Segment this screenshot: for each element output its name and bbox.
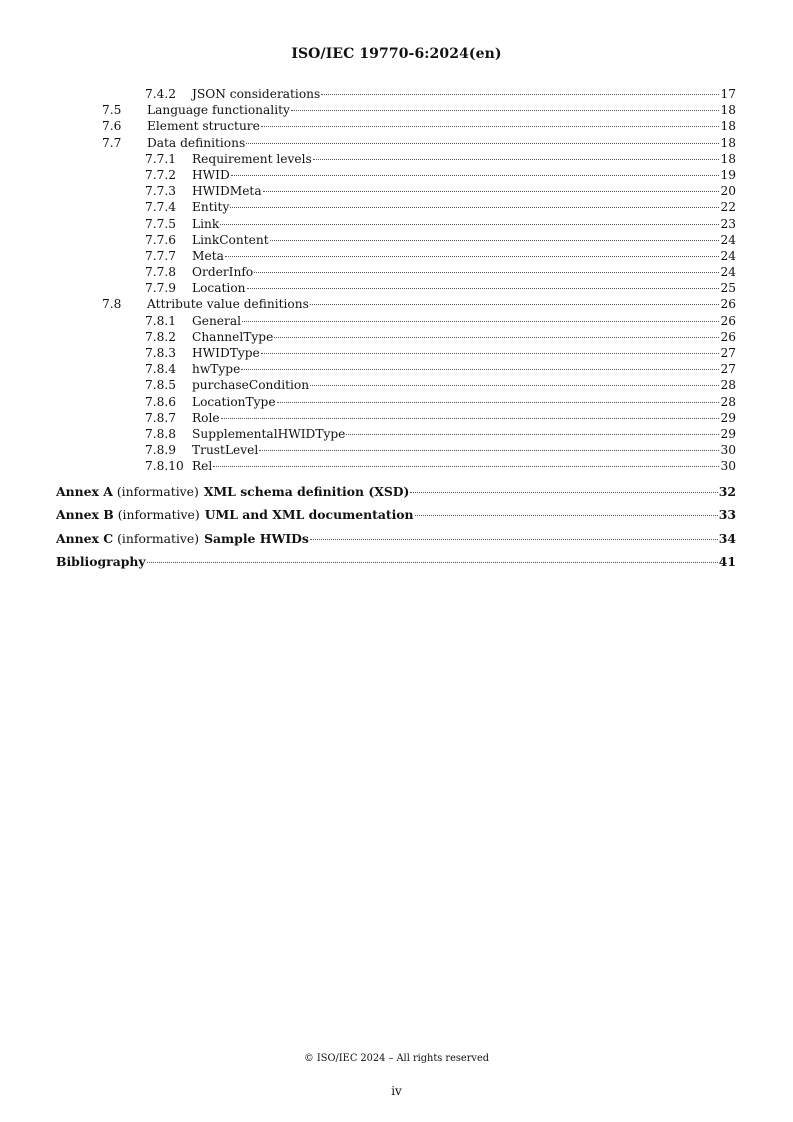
toc-entry[interactable] [56,102,736,118]
toc-entry[interactable] [56,377,736,393]
dot-leader [246,143,719,144]
toc-entry-title: OrderInfo [192,265,254,280]
toc-entry-title: General [192,313,241,328]
annex-label: Annex B [56,507,114,522]
toc-entry-page: 24 [720,248,736,263]
toc-entry-title: Link [192,216,220,231]
annex-label: Annex A [56,483,113,499]
toc-entry-title: LinkContent [192,232,269,247]
toc-entry-title: Language functionality [147,103,290,118]
toc-entry-page: 18 [720,119,736,134]
toc-entry-title: SupplementalHWIDType [192,426,346,441]
toc-entry-title: Data definitions [147,135,246,150]
toc-entry[interactable] [56,313,736,329]
toc-entry[interactable] [56,199,736,215]
toc-entry[interactable] [56,329,736,345]
toc-entry-number: 7.8.3 [145,346,177,360]
dot-leader [259,450,719,451]
dot-leader [321,94,719,95]
toc-entry-page: 30 [720,443,736,458]
annex-title: UML and XML documentation [204,507,414,522]
dot-leader [221,418,720,419]
toc-entry-number: 7.6 [102,119,122,134]
toc-entry-page: 28 [720,378,736,393]
toc-entry-page: 17 [720,87,736,101]
dot-leader [147,562,718,563]
toc-entry-page: 18 [720,135,736,150]
document-header: ISO/IEC 19770-6:2024(en) [291,46,502,62]
dot-leader [274,337,719,338]
annex-page: 34 [718,530,736,546]
dot-leader [310,539,718,540]
toc-annex-entry[interactable] [56,503,736,527]
toc-entry-title: Location [192,281,246,296]
toc-entry-number: 7.7.1 [145,151,177,166]
toc-entry-number: 7.7.8 [145,265,177,280]
annex-page: 32 [718,483,736,499]
toc-entry-title: Requirement levels [192,151,312,166]
annex-note: (informative) [117,530,200,546]
toc-entry-number: 7.7.5 [145,216,177,231]
toc-entry-number: 7.8.2 [145,329,177,344]
toc-annex-entry[interactable] [56,480,736,504]
table-of-contents [56,86,736,574]
toc-entry[interactable] [56,345,736,361]
toc-entry-number: 7.7.2 [145,167,177,182]
dot-leader [242,321,719,322]
toc-entry-number: 7.8.10 [145,459,184,474]
toc-entry-number: 7.8.4 [145,362,177,377]
toc-entry[interactable] [56,167,736,183]
toc-entry[interactable] [56,394,736,410]
toc-entry[interactable] [56,442,736,458]
dot-leader [270,240,720,241]
dot-leader [230,207,719,208]
toc-entry-title: TrustLevel [192,443,259,458]
toc-entry[interactable] [56,296,736,312]
annex-page: 33 [718,507,736,522]
toc-entry-page: 27 [720,346,736,360]
dot-leader [313,159,720,160]
annex-note: (informative) [117,507,200,522]
toc-entry-number: 7.8 [102,297,122,312]
toc-entry-title: HWIDMeta [192,184,262,199]
annex-label: Annex C [56,530,114,546]
toc-entry[interactable] [56,361,736,377]
toc-entry-title: Rel [192,459,213,474]
toc-entry-page: 20 [720,184,736,199]
toc-entry-page: 24 [720,232,736,247]
toc-entry[interactable] [56,151,736,167]
toc-entry-number: 7.7.4 [145,200,177,215]
dot-leader [213,466,719,467]
toc-entry-page: 29 [720,426,736,441]
toc-entry-number: 7.8.1 [145,313,177,328]
toc-entry-number: 7.8.8 [145,426,177,441]
toc-entry-number: 7.7.6 [145,232,177,247]
toc-entry-number: 7.7.3 [145,184,177,199]
toc-entry[interactable] [56,264,736,280]
annex-title: XML schema definition (XSD) [203,483,410,499]
dot-leader [310,304,720,305]
toc-entry-title: Meta [192,248,224,263]
toc-entry-page: 19 [720,167,736,182]
toc-entry-title: Element structure [147,119,260,134]
toc-entry[interactable] [56,410,736,426]
bibliography-title: Bibliography [56,554,146,569]
toc-entry-title: LocationType [192,394,276,409]
toc-entry-page: 23 [720,216,736,231]
dot-leader [263,191,720,192]
dot-leader [410,492,717,493]
toc-entry-page: 18 [720,103,736,118]
toc-entry-page: 26 [720,297,736,312]
toc-entry[interactable] [56,135,736,151]
toc-entry-title: HWID [192,167,230,182]
toc-entry[interactable] [56,216,736,232]
toc-entry-page: 26 [720,329,736,344]
toc-entry-number: 7.7.9 [145,281,177,296]
toc-entry-page: 27 [720,362,736,377]
dot-leader [415,515,718,516]
toc-entry-number: 7.7 [102,135,122,150]
toc-entry-page: 18 [720,151,736,166]
toc-entry-number: 7.8.6 [145,394,177,409]
toc-entry-title: HWIDType [192,346,260,360]
bibliography-page: 41 [718,554,736,569]
dot-leader [261,126,720,127]
toc-entry-title: Role [192,410,220,425]
dot-leader [247,288,720,289]
dot-leader [241,369,719,370]
toc-entry[interactable] [56,118,736,134]
toc-entry[interactable] [56,232,736,248]
dot-leader [225,256,720,257]
toc-entry[interactable] [56,458,736,474]
toc-entry-title: hwType [192,362,241,377]
toc-entry-number: 7.5 [102,103,122,118]
dot-leader [291,110,720,111]
toc-entry-title: ChannelType [192,329,274,344]
dot-leader [277,402,720,403]
toc-entry-number: 7.8.9 [145,443,177,458]
dot-leader [310,385,719,386]
annex-note: (informative) [116,483,199,499]
copyright-notice: © ISO/IEC 2024 – All rights reserved [303,1053,490,1064]
toc-entry-page: 26 [720,313,736,328]
toc-entry[interactable] [56,280,736,296]
toc-annex-entry[interactable] [56,527,736,551]
toc-entry[interactable] [56,183,736,199]
toc-entry-number: 7.4.2 [145,87,177,101]
toc-entry[interactable] [56,248,736,264]
toc-entry-page: 24 [720,265,736,280]
toc-entry-number: 7.7.7 [145,248,177,263]
dot-leader [220,224,719,225]
toc-entry-title: Attribute value definitions [147,297,309,312]
toc-entry-page: 28 [720,394,736,409]
toc-entry-title: JSON considerations [192,87,321,101]
dot-leader [254,272,719,273]
toc-entry-number: 7.8.5 [145,378,177,393]
toc-entry-title: Entity [192,200,230,215]
toc-entry-title: purchaseCondition [192,378,310,393]
page-number: iv [391,1084,402,1098]
toc-entry-page: 22 [720,200,736,215]
toc-entry-page: 25 [720,281,736,296]
dot-leader [346,434,719,435]
toc-entry-page: 30 [720,459,736,474]
toc-entry-number: 7.8.7 [145,410,177,425]
toc-entry[interactable] [56,86,736,102]
toc-bibliography-entry[interactable] [56,550,736,574]
toc-entry[interactable] [56,426,736,442]
dot-leader [231,175,720,176]
dot-leader [261,353,720,354]
annex-title: Sample HWIDs [204,530,309,546]
toc-entry-page: 29 [720,410,736,425]
